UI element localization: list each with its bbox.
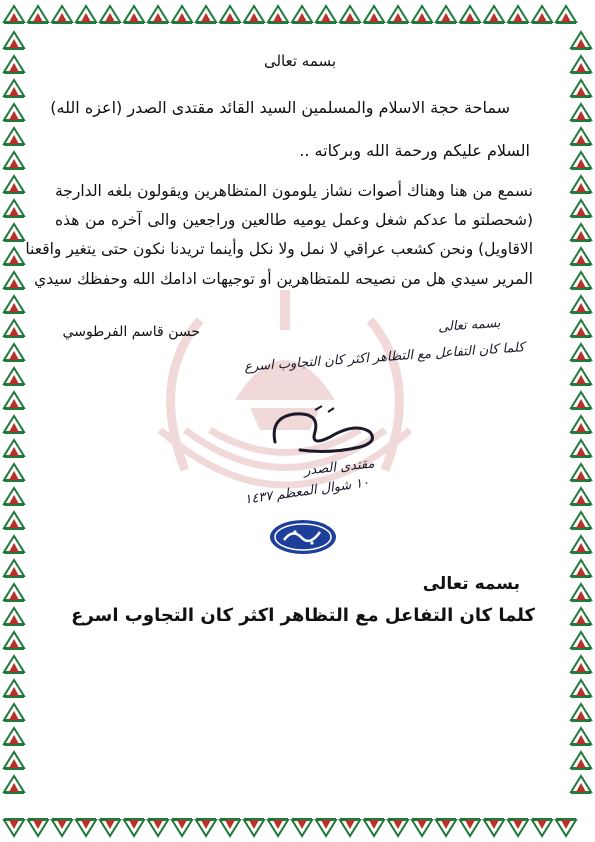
border-ornament [460,818,480,836]
border-ornament [571,392,591,410]
border-ornament [4,440,24,458]
border-ornament [508,6,528,24]
sender-name: حسن قاسم الفرطوسي [62,324,200,340]
border-ornament [244,818,264,836]
border-ornament [4,320,24,338]
border-ornament [4,368,24,386]
office-seal [268,518,338,556]
border-ornament [571,272,591,290]
border-ornament [4,416,24,434]
border-ornament [364,818,384,836]
border-ornament [268,818,288,836]
border-ornament [571,776,591,794]
letter-body-line: المرير سيدي هل من نصيحه للمتظاهرين أو توجيهات ادامك الله وحفظك سيدي [34,270,533,288]
border-ornament [484,6,504,24]
border-ornament [571,632,591,650]
border-ornament [4,680,24,698]
border-ornament [571,368,591,386]
border-ornament [571,224,591,242]
border-ornament [571,56,591,74]
border-ornament [292,818,312,836]
decorative-border-right [567,0,595,842]
border-ornament [4,32,24,50]
border-ornament [571,536,591,554]
border-ornament [4,632,24,650]
typed-reply-text: كلما كان التفاعل مع التظاهر اكثر كان التجاوب اسرع [71,605,535,626]
border-ornament [220,6,240,24]
border-ornament [4,728,24,746]
border-ornament [571,512,591,530]
border-ornament [4,584,24,602]
border-ornament [4,272,24,290]
border-ornament [460,6,480,24]
border-ornament [4,512,24,530]
border-ornament [4,488,24,506]
border-ornament [4,296,24,314]
border-ornament [571,464,591,482]
border-ornament [4,224,24,242]
border-ornament [571,560,591,578]
border-ornament [268,6,288,24]
border-ornament [52,818,72,836]
border-ornament [4,152,24,170]
border-ornament [571,104,591,122]
border-ornament [220,818,240,836]
border-ornament [571,176,591,194]
border-ornament [244,6,264,24]
border-ornament [196,818,216,836]
border-ornament [4,752,24,770]
border-ornament [4,56,24,74]
border-ornament [316,818,336,836]
border-ornament [571,680,591,698]
border-ornament [4,704,24,722]
typed-reply-title: بسمه تعالى [422,574,520,594]
border-ornament [4,392,24,410]
border-ornament [532,6,552,24]
border-ornament [4,464,24,482]
border-ornament [4,128,24,146]
border-ornament [100,6,120,24]
border-ornament [4,80,24,98]
border-ornament [172,818,192,836]
decorative-border-top [0,0,595,28]
letter-body-line: نسمع من هنا وهناك أصوات نشاز يلومون المتظاهرين ويقولون بلغه الدارجة [55,182,533,200]
border-ornament [532,818,552,836]
border-ornament [4,200,24,218]
border-ornament [76,6,96,24]
border-ornament [52,6,72,24]
border-ornament [571,608,591,626]
border-ornament [316,6,336,24]
border-ornament [124,6,144,24]
border-ornament [412,6,432,24]
border-ornament [196,6,216,24]
border-ornament [571,128,591,146]
letter-addressee: سماحة حجة الاسلام والمسلمين السيد القائد مقتدى الصدر (اعزه الله) [50,98,510,117]
border-ornament [124,818,144,836]
border-ornament [436,6,456,24]
border-ornament [76,818,96,836]
border-ornament [4,608,24,626]
decorative-border-left [0,0,28,842]
border-ornament [148,818,168,836]
letter-title: بسمه تعالى [263,52,337,70]
handwritten-reply: كلما كان التفاعل مع التظاهر اكثر كان التجاوب اسرع [244,340,526,375]
handwritten-office: مقتدى الصدر [303,456,376,479]
border-ornament [571,584,591,602]
border-ornament [571,32,591,50]
border-ornament [571,296,591,314]
border-ornament [28,818,48,836]
border-ornament [571,200,591,218]
border-ornament [4,248,24,266]
signature [270,402,380,462]
border-ornament [172,6,192,24]
border-ornament [436,818,456,836]
border-ornament [4,656,24,674]
border-ornament [4,344,24,362]
handwritten-date: ١٠ شوال المعظم ١٤٣٧ [243,475,371,508]
letter-body-line: (شحصلتو ما عدكم شغل وعمل يوميه طالعين وراجعين والى آخره من هذه [55,211,533,229]
border-ornament [4,176,24,194]
border-ornament [340,6,360,24]
border-ornament [571,440,591,458]
border-ornament [292,6,312,24]
border-ornament [364,6,384,24]
border-ornament [571,344,591,362]
border-ornament [412,818,432,836]
border-ornament [571,752,591,770]
border-ornament [148,6,168,24]
border-ornament [484,818,504,836]
border-ornament [571,248,591,266]
border-ornament [571,320,591,338]
border-ornament [4,104,24,122]
border-ornament [571,152,591,170]
handwritten-title: بسمه تعالى [437,315,501,336]
border-ornament [340,818,360,836]
border-ornament [571,80,591,98]
decorative-border-bottom [0,814,595,842]
letter-body-line: الاقاويل) ونحن كشعب عراقي لا نمل ولا نكل وأينما تريدنا نكون حتى يتغير واقعنا [25,240,533,258]
border-ornament [4,776,24,794]
border-ornament [388,6,408,24]
border-ornament [508,818,528,836]
border-ornament [388,818,408,836]
border-ornament [4,536,24,554]
border-ornament [100,818,120,836]
border-ornament [571,656,591,674]
border-ornament [571,728,591,746]
border-ornament [28,6,48,24]
border-ornament [4,560,24,578]
letter-greeting: السلام عليكم ورحمة الله وبركاته .. [299,141,530,160]
border-ornament [571,416,591,434]
border-ornament [571,704,591,722]
border-ornament [571,488,591,506]
